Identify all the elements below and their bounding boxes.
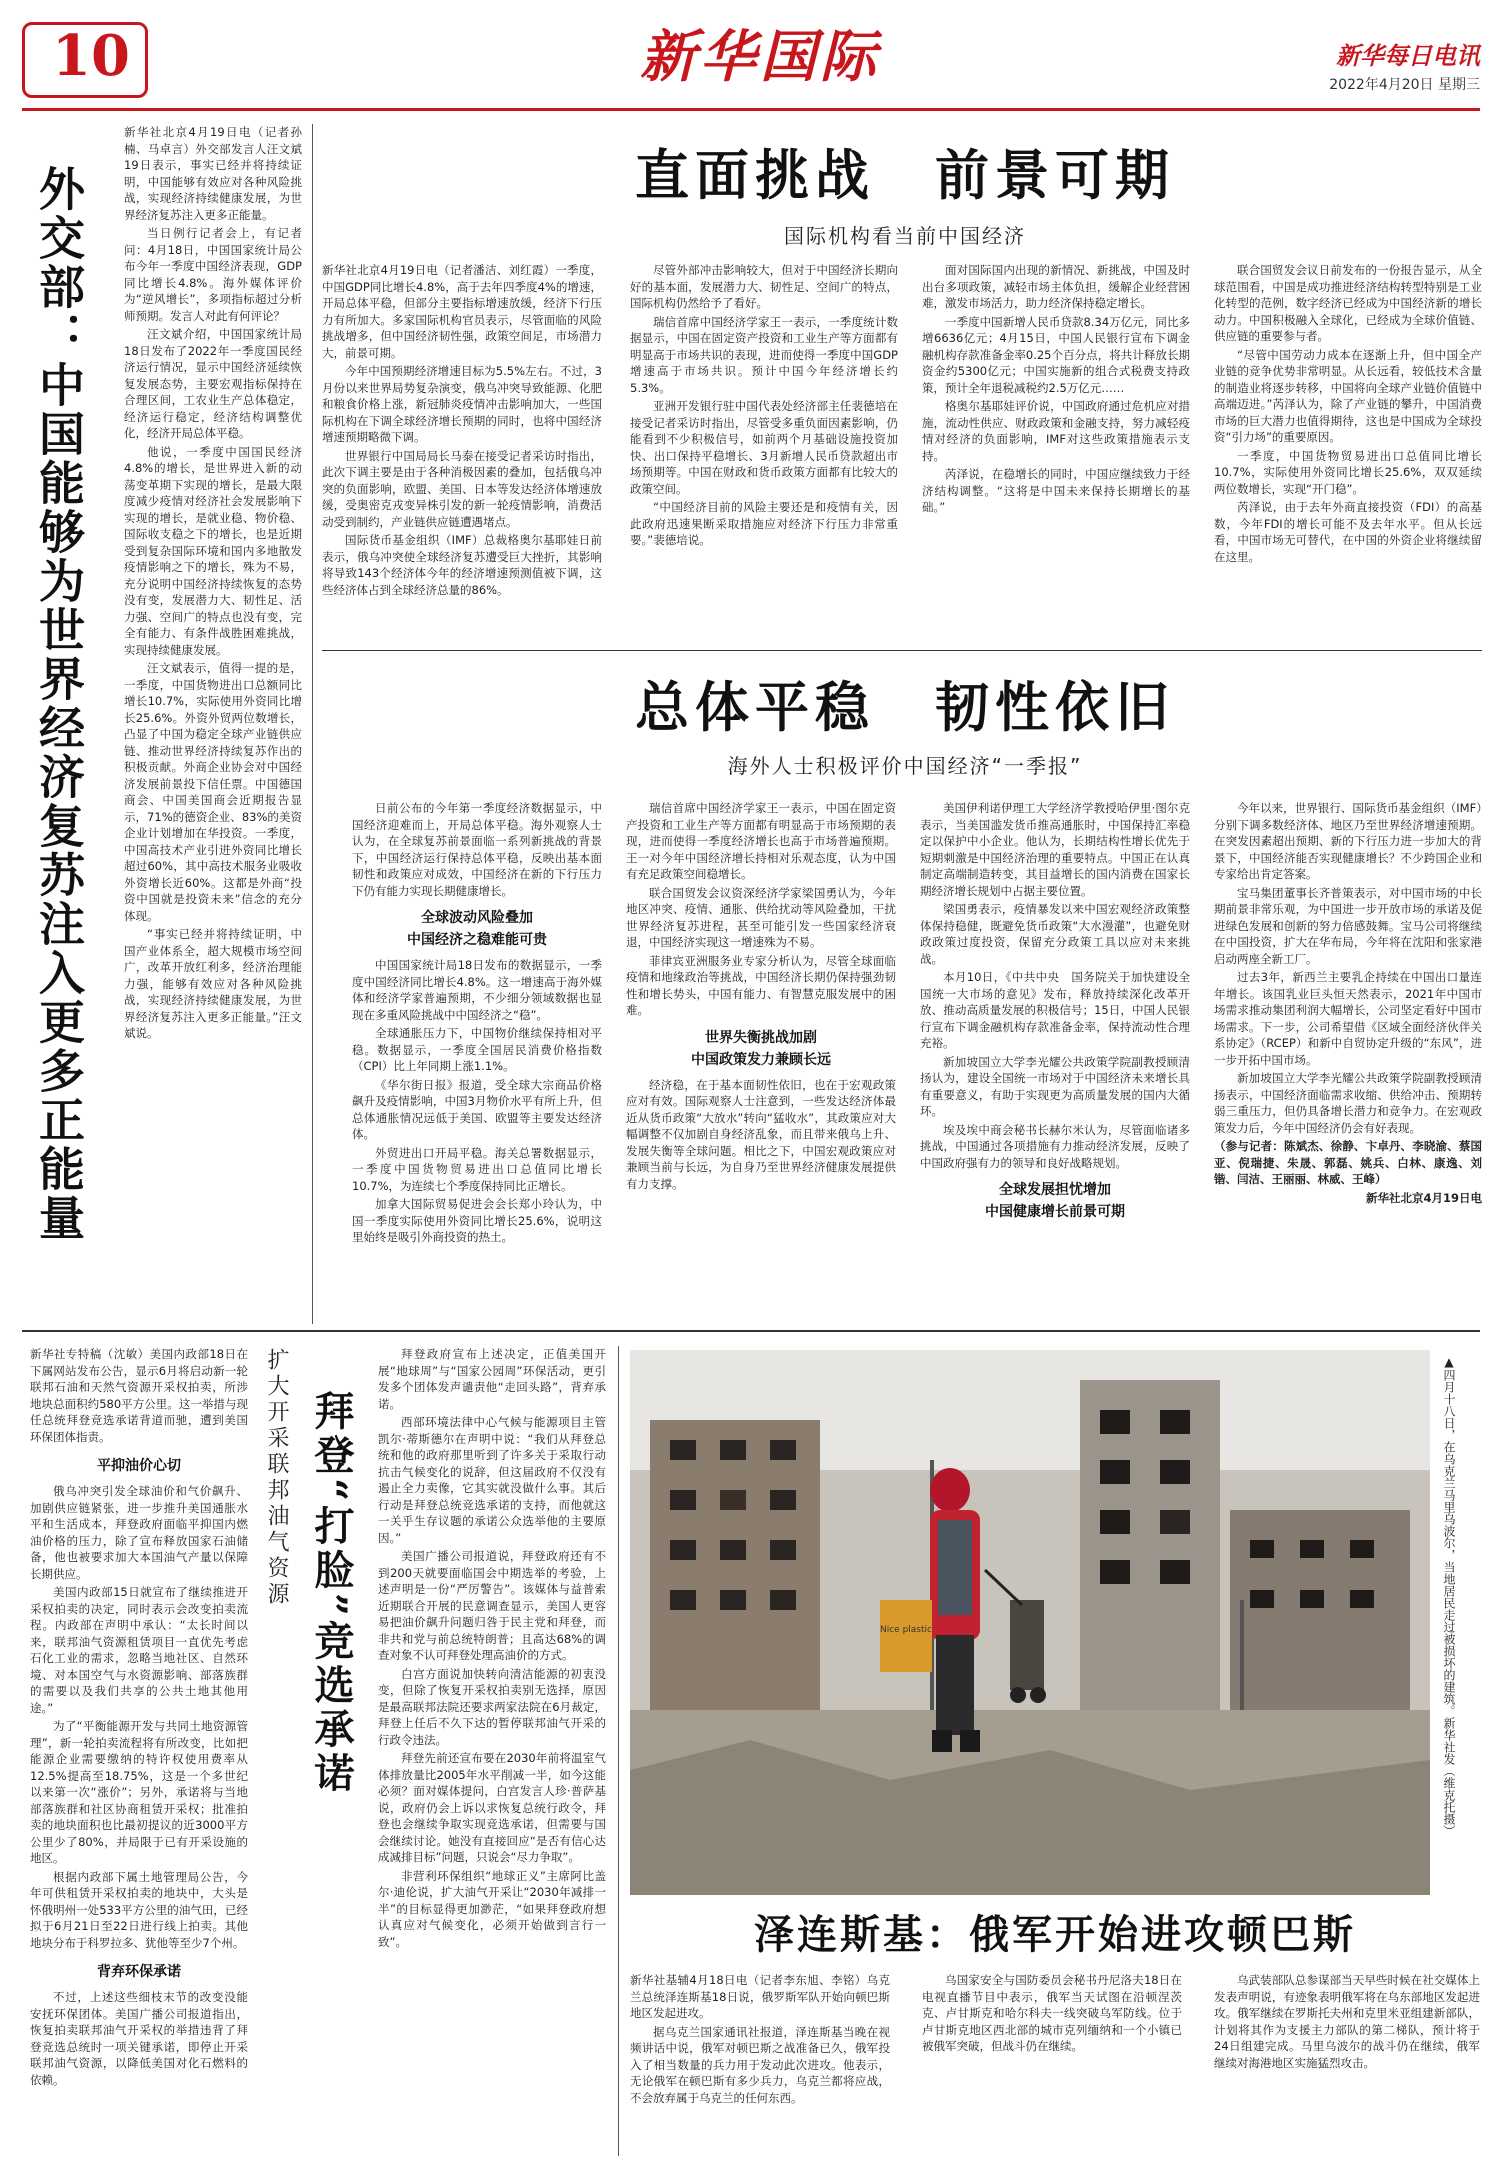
- article3-paragraph: 外贸进出口开局平稳。海关总署数据显示，一季度中国货物贸易进出口总值同比增长10.7%，为连续七个季度保持同比正增长。: [352, 1145, 602, 1193]
- article4-subhead: 平抑油价心切: [97, 1458, 181, 1474]
- article1-body: [124, 124, 302, 1324]
- article3-col-4: [1214, 800, 1482, 1310]
- section-title: 新华国际: [640, 24, 880, 90]
- brand-name: 新华每日电讯: [1336, 41, 1480, 70]
- article2-col-3: [922, 262, 1190, 632]
- article4-paragraph: 根据内政部下属土地管理局公告，今年可供租赁开采权拍卖的地块中，大头是怀俄明州一处533平方公里的油气田，已经拟于6月21日至22日进行线上拍卖。其他地块分布于科罗拉多、犹他等至少7个州。: [30, 1869, 248, 1950]
- article3-reporters: （参与记者：陈斌杰、徐静、卞卓丹、李晓渝、蔡国亚、倪瑞捷、朱晟、郭磊、姚兵、白林、康逸、刘锴、闫洁、王丽丽、林威、王峰）: [1214, 1139, 1482, 1186]
- article3-col-1: [352, 800, 602, 1310]
- article5-col-2: [922, 1972, 1182, 2162]
- article4-paragraph: 美国广播公司报道说，拜登政府还有不到200天就要面临国会中期选举的考验，上述声明是一份“严厉警告”。该媒体与益普索近期联合开展的民意调查显示，美国人更容易把油价飙升问题归咎于民主党和拜登，而非共和党与前总统特朗普；且高达68%的调查对象不认可拜登处理高油价的方式。: [378, 1549, 606, 1662]
- article5-paragraph: 据乌克兰国家通讯社报道，泽连斯基当晚在视频讲话中说，俄军对顿巴斯之战准备已久，俄军投入了相当数量的兵力用于发动此次进攻。他表示，无论俄军在顿巴斯有多少兵力，乌克兰都将应战，不会放弃属于乌克兰的任何东西。: [630, 2024, 890, 2105]
- ruined-street-scene: [630, 1350, 1430, 1895]
- article3-paragraph: 过去3年，新西兰主要乳企持续在中国出口量连年增长。该国乳业巨头恒天然表示，2021年中国市场需求推动集团利润大幅增长，公司坚定看好中国市场需求。下一步，公司希望借《区域全面经济伙伴关系协定》（RCEP）和新中自贸协定升级的“东风”，进一步开拓中国市场。: [1214, 970, 1482, 1067]
- article2-paragraph: 尽管外部冲击影响较大，但对于中国经济长期向好的基本面，发展潜力大、韧性足、空间广的特点，国际机构仍然给予了看好。: [630, 263, 898, 310]
- article5-col-3: [1214, 1972, 1480, 2162]
- article2-col-4: [1214, 262, 1482, 632]
- article2-subtitle: 国际机构看当前中国经济: [784, 224, 1026, 248]
- article1-title: 外交部：中国能够为世界经济复苏注入更多正能量: [32, 165, 86, 1243]
- article4-paragraph: 美国内政部15日就宣布了继续推进开采权拍卖的决定，同时表示会改变拍卖流程。内政部在声明中承认：“太长时间以来，联邦油气资源租赁项目一直优先考虑石化工业的需求，忽略当地社区、自然环境、对本国空气与水资源影响、部落族群的需要以及我们共享的公共土地其他用途。”: [30, 1585, 248, 1715]
- article3-paragraph: 瑞信首席中国经济学家王一表示，中国在固定资产投资和工业生产等方面都有明显高于市场预期的表现，进而使得一季度经济增长也高于市场普遍预期。王一对今年中国经济增长持相对乐观态度，认为中国有充足政策空间稳增长。: [626, 801, 896, 881]
- article1-paragraph: 当日例行记者会上，有记者问：4月18日，中国国家统计局公布今年一季度中国经济表现，GDP同比增长4.8%。海外媒体评价为“逆风增长”，多项指标超过分析师预期。发言人对此有何评论？: [124, 226, 302, 323]
- column-divider: [618, 1346, 619, 2156]
- article1-paragraph: 汪文斌表示，值得一提的是，一季度，中国货物进出口总额同比增长10.7%，实际使用外资同比增长25.6%。外资外贸两位数增长，凸显了中国为稳定全球产业链供应链、推动世界经济持续复苏作出的积极贡献。外商企业协会对中国经济发展前景投下信任票。中国德国商会、中国美国商会近期报告显示，71%的德资企业、83%的美资企业计划增加在华投资。一季度，中国高技术产业引进外资同比增长超过60%，其中高技术服务业吸收外资增长近60%。这都是外商“投资中国就是投资未来”信念的充分体现。: [124, 661, 302, 923]
- article1-paragraph: 新华社北京4月19日电（记者孙楠、马卓言）外交部发言人汪文斌19日表示，事实已经并将持续证明，中国能够有效应对各种风险挑战，实现经济持续健康发展，为世界经济复苏注入更多正能量。: [124, 125, 302, 222]
- masthead: [0, 0, 1500, 110]
- article2-title: 直面挑战 前景可期: [635, 143, 1175, 207]
- article3-paragraph: 新加坡国立大学李光耀公共政策学院副教授顾清扬认为，建设全国统一市场对于中国经济未来增长具有重要意义，有助于实现更为高质量发展的国内大循环。: [920, 1054, 1190, 1118]
- article2-paragraph: 亚洲开发银行驻中国代表处经济部主任裴德培在接受记者采访时指出，尽管受多重负面因素影响，仍能看到不少积极信号，如前两个月基础设施投资加快、出口保持平稳增长、3月新增人民币贷款超出市场预期等。中国在财政和货币政策方面都有比较大的政策空间。: [630, 399, 898, 496]
- article2-paragraph: 世界银行中国局局长马泰在接受记者采访时指出，此次下调主要是由于各种消极因素的叠加，包括俄乌冲突的负面影响，欧盟、美国、日本等发达经济体增速放缓，受奥密克戎变异株引发的新一轮疫情影响，消费活动受到制约，产业链供应链遭遇堵点。: [322, 448, 602, 529]
- article5-col-1: [630, 1972, 890, 2162]
- article2-paragraph: 面对国际国内出现的新情况、新挑战，中国及时出台多项政策，减轻市场主体负担，缓解企业经营困难，激发市场活力，助力经济保持稳定增长。: [922, 263, 1190, 310]
- article3-subhead: 中国政策发力兼顾长远: [691, 1051, 831, 1068]
- article2-paragraph: 芮泽说，在稳增长的同时，中国应继续致力于经济结构调整。“这将是中国未来保持长期增长的基础。”: [922, 467, 1190, 514]
- article2-col-1: [322, 262, 602, 632]
- article3-paragraph: 菲律宾亚洲服务业专家分析认为，尽管全球面临疫情和地缘政治等挑战，中国经济长期仍保持强劲韧性和增长势头，中国有能力、有智慧克服发展中的困难。: [626, 953, 896, 1017]
- article3-subhead: 世界失衡挑战加剧: [705, 1029, 817, 1046]
- article3-col-3: [920, 800, 1190, 1310]
- article2-paragraph: 一季度，中国货物贸易进出口总值同比增长10.7%，实际使用外资同比增长25.6%，双双延续两位数增长，实现“开门稳”。: [1214, 448, 1482, 496]
- issue-date: 2022年4月20日 星期三: [1329, 77, 1480, 93]
- article2-paragraph: “中国经济目前的风险主要还是和疫情有关，因此政府迅速果断采取措施应对经济下行压力非常重要。”裴德培说。: [630, 500, 898, 547]
- article3-paragraph: 日前公布的今年第一季度经济数据显示，中国经济迎难而上，开局总体平稳。海外观察人士认为，在全球复苏前景面临一系列新挑战的背景下，中国经济运行保持总体平稳，反映出基本面韧性和政策应对成效，中国经济在新的下行压力下仍有能力实现长期健康增长。: [352, 801, 602, 898]
- article3-paragraph: 埃及埃中商会秘书长赫尔米认为，尽管面临诸多挑战，中国通过各项措施有力推动经济发展，反映了中国政府强有力的领导和良好战略规划。: [920, 1122, 1190, 1170]
- article3-paragraph: 加拿大国际贸易促进会会长郑小玲认为，中国一季度实际使用外资同比增长25.6%，说明这里始终是吸引外商投资的热土。: [352, 1197, 602, 1244]
- article1-paragraph: “事实已经并将持续证明，中国产业体系全，超大规模市场空间广，改革开放红利多，经济治理能力强，能够有效应对各种风险挑战，实现经济持续健康发展，为世界经济复苏注入更多正能量。”汪文斌说。: [124, 927, 302, 1040]
- article3-paragraph: 本月10日，《中共中央 国务院关于加快建设全国统一大市场的意见》发布，释放持续深化改革开放、推动高质量发展的积极信号；15日，中国人民银行宣布下调金融机构存款准备金率，保持流动性合理充裕。: [920, 970, 1190, 1050]
- article2-col-2: [630, 262, 898, 632]
- article3-subhead: 全球波动风险叠加: [421, 910, 533, 926]
- article3-paragraph: 今年以来，世界银行、国际货币基金组织（IMF）分别下调多数经济体、地区乃至世界经济增速预期。在突发因素超出预期、新的下行压力进一步加大的背景下，中国经济能否实现健康增长？不少跨国企业和专家给出肯定答案。: [1214, 801, 1482, 881]
- article5-paragraph: 新华社基辅4月18日电（记者李东旭、李铭）乌克兰总统泽连斯基18日说，俄罗斯军队开始向顿巴斯地区发起进攻。: [630, 1973, 890, 2020]
- article2-paragraph: 新华社北京4月19日电（记者潘洁、刘红霞）一季度，中国GDP同比增长4.8%，高于去年四季度4%的增速，开局总体平稳，但部分主要指标增速放缓，经济下行压力有所加大。多家国际机构官员表示，尽管面临的风险挑战增多，但中国经济韧性强，政策空间足，市场潜力大，前景可期。: [322, 263, 602, 360]
- article2-paragraph: 今年中国预期经济增速目标为5.5%左右。不过，3月份以来世界局势复杂演变，俄乌冲突导致能源、化肥和粮食价格上涨，新冠肺炎疫情冲击影响加大，一些国际机构在下调全球经济增长预期的同时，也将中国经济增速预期略微下调。: [322, 364, 602, 444]
- column-divider: [312, 124, 313, 1324]
- article1-paragraph: 他说，一季度中国国民经济4.8%的增长，是世界进入新的动荡变革期下实现的增长，是最大限度减少疫情对经济社会发展影响下实现的增长，是就业稳、物价稳、国际收支稳之下的增长，也是近期受到复杂国际环境和国内多地散发疫情影响之下的增长，殊为不易，充分说明中国经济持续恢复的态势没有变，发展潜力大、韧性足、活力强、空间广的特点也没有变，完全有能力、有条件战胜困难挑战，实现持续健康发展。: [124, 444, 302, 657]
- article5-title: 泽连斯基：俄军开始进攻顿巴斯: [754, 1911, 1356, 1958]
- article4-paragraph: 拜登先前还宣布要在2030年前将温室气体排放量比2005年水平削减一半，如今这能必须？面对媒体提问，白宫发言人珍·普萨基说，政府仍会上诉以求恢复总统行政令，拜登也会继续争取实现竞选承诺，但需要与国会继续讨论。她没有直接回应“是否有信心达成减排目标”问题，只说会“尽力争取”。: [378, 1751, 606, 1864]
- article4-paragraph: 拜登政府宣布上述决定，正值美国开展“地球周”与“国家公园周”环保活动，更引发多个团体发声谴责他“走回头路”，背弃承诺。: [378, 1347, 606, 1411]
- article4-paragraph: 为了“平衡能源开发与共同土地资源管理”，新一轮拍卖流程将有所改变，比如把能源企业需要缴纳的特许权使用费率从12.5%提高至18.75%，这是一个多世纪以来第一次“涨价”；另外，承诺将与当地部落族群和社区协商租赁开采权；批准拍卖的地块面积也比最初提议的近3000平方公里少了80%，并局限于已有开采设施的地区。: [30, 1719, 248, 1865]
- article3-subhead: 中国经济之稳难能可贵: [407, 932, 547, 948]
- article4-col-2: [378, 1346, 606, 2156]
- article5-paragraph: 乌国家安全与国防委员会秘书丹尼洛夫18日在电视直播节目中表示，俄军当天试图在沿顿涅茨克、卢甘斯克和哈尔科夫一线突破乌军防线。位于卢甘斯克地区西北部的城市克列缅纳和一个小镇已被俄军突破，但战斗仍在继续。: [922, 1973, 1182, 2053]
- article3-paragraph: 全球通胀压力下，中国物价继续保持相对平稳。数据显示，一季度全国居民消费价格指数（CPI）比上年同期上涨1.1%。: [352, 1026, 602, 1073]
- masthead-rule: [22, 108, 1480, 111]
- article4-subhead: 背弃环保承诺: [97, 1964, 181, 1980]
- article2-paragraph: 一季度中国新增人民币贷款8.34万亿元，同比多增6636亿元；4月15日，中国人民银行宣布下调金融机构存款准备金率0.25个百分点，将共计释放长期资金约5300亿元；中国实施新的组合式税费支持政策，预计全年退税减税约2.5万亿元……: [922, 314, 1190, 395]
- article3-paragraph: 中国国家统计局18日发布的数据显示，一季度中国经济同比增长4.8%。这一增速高于海外媒体和经济学家普遍预期，不少细分领域数据也显现在多重风险挑战中中国经济之“稳”。: [352, 958, 602, 1022]
- article3-col-2: [626, 800, 896, 1310]
- article3-paragraph: 经济稳，在于基本面韧性依旧，也在于宏观政策应对有效。国际观察人士注意到，一些发达经济体最近从货币政策“大放水”转向“猛收水”，其政策应对大幅调整不仅加剧自身经济乱象，而且带来俄乌上升、发展失衡等全球问题。相比之下，中国宏观政策应对兼顾当前与长远，为自身乃至世界经济健康发展提供有力支撑。: [626, 1077, 896, 1191]
- article3-subhead: 中国健康增长前景可期: [985, 1204, 1125, 1220]
- article3-subhead: 全球发展担忧增加: [999, 1182, 1111, 1198]
- article4-paragraph: 白宫方面说加快转向清洁能源的初衷没变，但除了恢复开采权拍卖别无选择，原因是最高联邦法院还要求两家法院在6月裁定，拜登上任后不久下达的暂停联邦油气开采的行政令违法。: [378, 1666, 606, 1747]
- article4-paragraph: 不过，上述这些细枝末节的改变没能安抚环保团体。美国广播公司报道指出，恢复拍卖联邦油气开采权的举措违背了拜登竞选总统时一项关键承诺，即停止开采联邦油气资源，以降低美国对化石燃料的依赖。: [30, 1990, 248, 2087]
- article4-paragraph: 俄乌冲突引发全球油价和气价飙升、加剧供应链紧张，进一步推升美国通胀水平和生活成本，拜登政府面临平抑国内燃油价格的压力，除了宣布释放国家石油储备，他也被要求加大本国油气产量以保障长期供应。: [30, 1484, 248, 1581]
- article3-paragraph: 宝马集团董事长齐普策表示，对中国市场的中长期前景非常乐观，为中国进一步开放市场的承诺及促进绿色发展和创新的努力倍感鼓舞。宝马公司将继续在中国投资，扩大在华布局，今年将在沈阳和张家港启动两座全新工厂。: [1214, 885, 1482, 966]
- photo-caption: ▲四月十八日，在乌克兰马里乌波尔，当地居民走过被损坏的建筑。新华社发（维克托摄）: [1442, 1355, 1456, 1837]
- article2-paragraph: 国际货币基金组织（IMF）总裁格奥尔基耶娃日前表示，俄乌冲突使全球经济复苏遭受巨大挫折，其影响将导致143个经济体今年的经济增速预测值被下调，这些经济体占到全球经济总量的86%。: [322, 533, 602, 597]
- article4-col-1: [30, 1346, 248, 2156]
- article4-side-title: 扩大开采联邦油气资源: [264, 1348, 289, 1608]
- article3-paragraph: 美国伊利诺伊理工大学经济学教授哈伊里·图尔克表示，当美国滥发货币推高通胀时，中国保持汇率稳定以保护中小企业。他认为，长期结构性增长优先于短期刺激是中国经济治理的重要特点。中国正在认真制定高端制造转变，其目益增长的国内消费在国家长期经济增长规划中占据主要位置。: [920, 801, 1190, 898]
- article4-paragraph: 新华社专特稿（沈敏）美国内政部18日在下属网站发布公告，显示6月将启动新一轮联邦石油和天然气资源开采权拍卖，所涉地块总面积约580平方公里。这一举措与现任总统拜登竞选承诺背道而驰，遭到美国环保团体指责。: [30, 1347, 248, 1444]
- page-number: 10: [52, 23, 130, 89]
- article2-paragraph: 格奥尔基耶娃评价说，中国政府通过危机应对措施，流动性供应、财政政策和金融支持，努力减轻疫情对经济的负面影响，IMF对这些政策措施表示支持。: [922, 399, 1190, 463]
- article4-title: 拜登“打脸”竞选承诺: [308, 1390, 355, 1797]
- article3-paragraph: 联合国贸发会议资深经济学家梁国勇认为，今年地区冲突、疫情、通胀、供给扰动等风险叠加，干扰世界经济复苏进程，甚至可能引发一些国家经济衰退，中国经济实现这一增速殊为不易。: [626, 885, 896, 949]
- bag-print: Nice plastic: [880, 1625, 932, 1635]
- article3-paragraph: 《华尔街日报》报道，受全球大宗商品价格飙升及疫情影响，中国3月物价水平有所上升，但总体通胀情况远低于美国、欧盟等主要发达经济体。: [352, 1077, 602, 1141]
- article3-paragraph: 新加坡国立大学李光耀公共政策学院副教授顾清扬表示，中国经济面临需求收缩、供给冲击、预期转弱三重压力，但仍具备增长潜力和竞争力。在宏观政策发力后，今年中国经济仍会有好表现。: [1214, 1071, 1482, 1135]
- article3-paragraph: 梁国勇表示，疫情暴发以来中国宏观经济政策整体保持稳健，既避免货币政策“大水漫灌”，也避免财政政策过度投资，保留充分政策工具以应对未来挑战。: [920, 902, 1190, 966]
- article2-paragraph: 瑞信首席中国经济学家王一表示，一季度统计数据显示，中国在固定资产投资和工业生产等方面都有明显高于市场共识的表现，进而使得一季度中国GDP增速高于市场共识。预计中国今年经济增长约5.3%。: [630, 314, 898, 395]
- news-photo: [630, 1350, 1430, 1895]
- article1-paragraph: 汪文斌介绍，中国国家统计局18日发布了2022年一季度国民经济运行情况，显示中国经济延续恢复发展态势，主要宏观指标保持在合理区间，工农业生产总体稳定，经济运行稳定，经济结构调整优化，经济开局总体平稳。: [124, 327, 302, 440]
- article2-paragraph: 芮泽说，由于去年外商直接投资（FDI）的高基数，今年FDI的增长可能不及去年水平。但从长远看，中国市场无可替代，在中国的外资企业将继续留在这里。: [1214, 500, 1482, 564]
- article5-paragraph: 乌武装部队总参谋部当天早些时候在社交媒体上发表声明说，有迹象表明俄军将在乌东部地区发起进攻。俄军继续在罗斯托夫州和克里米亚组建新部队，计划将其作为支援主力部队的第二梯队，预计将于24日组建完成。马里乌波尔的战斗仍在继续，俄军继续对海港地区实施猛烈攻击。: [1214, 1973, 1480, 2070]
- article3-title: 总体平稳 韧性依旧: [635, 675, 1175, 739]
- article3-dateline: 新华社北京4月19日电: [1365, 1190, 1482, 1205]
- section-divider: [22, 1330, 1480, 1332]
- section-divider: [322, 650, 1482, 651]
- article4-paragraph: 西部环境法律中心气候与能源项目主管凯尔·蒂斯德尔在声明中说：“我们从拜登总统和他的政府那里听到了许多关于采取行动抗击气候变化的说辞，但这届政府不仅没有遏止全力卖像，它其实就没做什么事。其后行动是拜登总统竞选承诺的支持，而他就这一关乎生存议题的承诺公众选举他的主要原因。”: [378, 1415, 606, 1545]
- article3-subtitle: 海外人士积极评价中国经济“一季报”: [727, 754, 1083, 778]
- article4-paragraph: 非营利环保组织“地球正义”主席阿比盖尔·迪伦说，扩大油气开采让“2030年减排一半”的目标显得更加渺茫，“如果拜登政府想认真应对气候变化，必须开始做到言行一致”。: [378, 1868, 606, 1949]
- article2-paragraph: 联合国贸发会议日前发布的一份报告显示，从全球范围看，中国是成功推进经济结构转型特别是工业化转型的范例，数字经济已经成为中国经济新的增长动力。中国积极融入全球化，已经成为全球价值链、供应链的重要参与者。: [1214, 263, 1482, 343]
- article2-paragraph: “尽管中国劳动力成本在逐渐上升，但中国全产业链的竞争优势非常明显。从长远看，较低技术含量的制造业将逐步转移，中国将向全球产业链价值链中高端迈进。”芮泽认为，除了产业链的攀升，中国消费市场的巨大潜力也值得期待，这也是中国成为全球投资“引力场”的重要原因。: [1214, 347, 1482, 444]
